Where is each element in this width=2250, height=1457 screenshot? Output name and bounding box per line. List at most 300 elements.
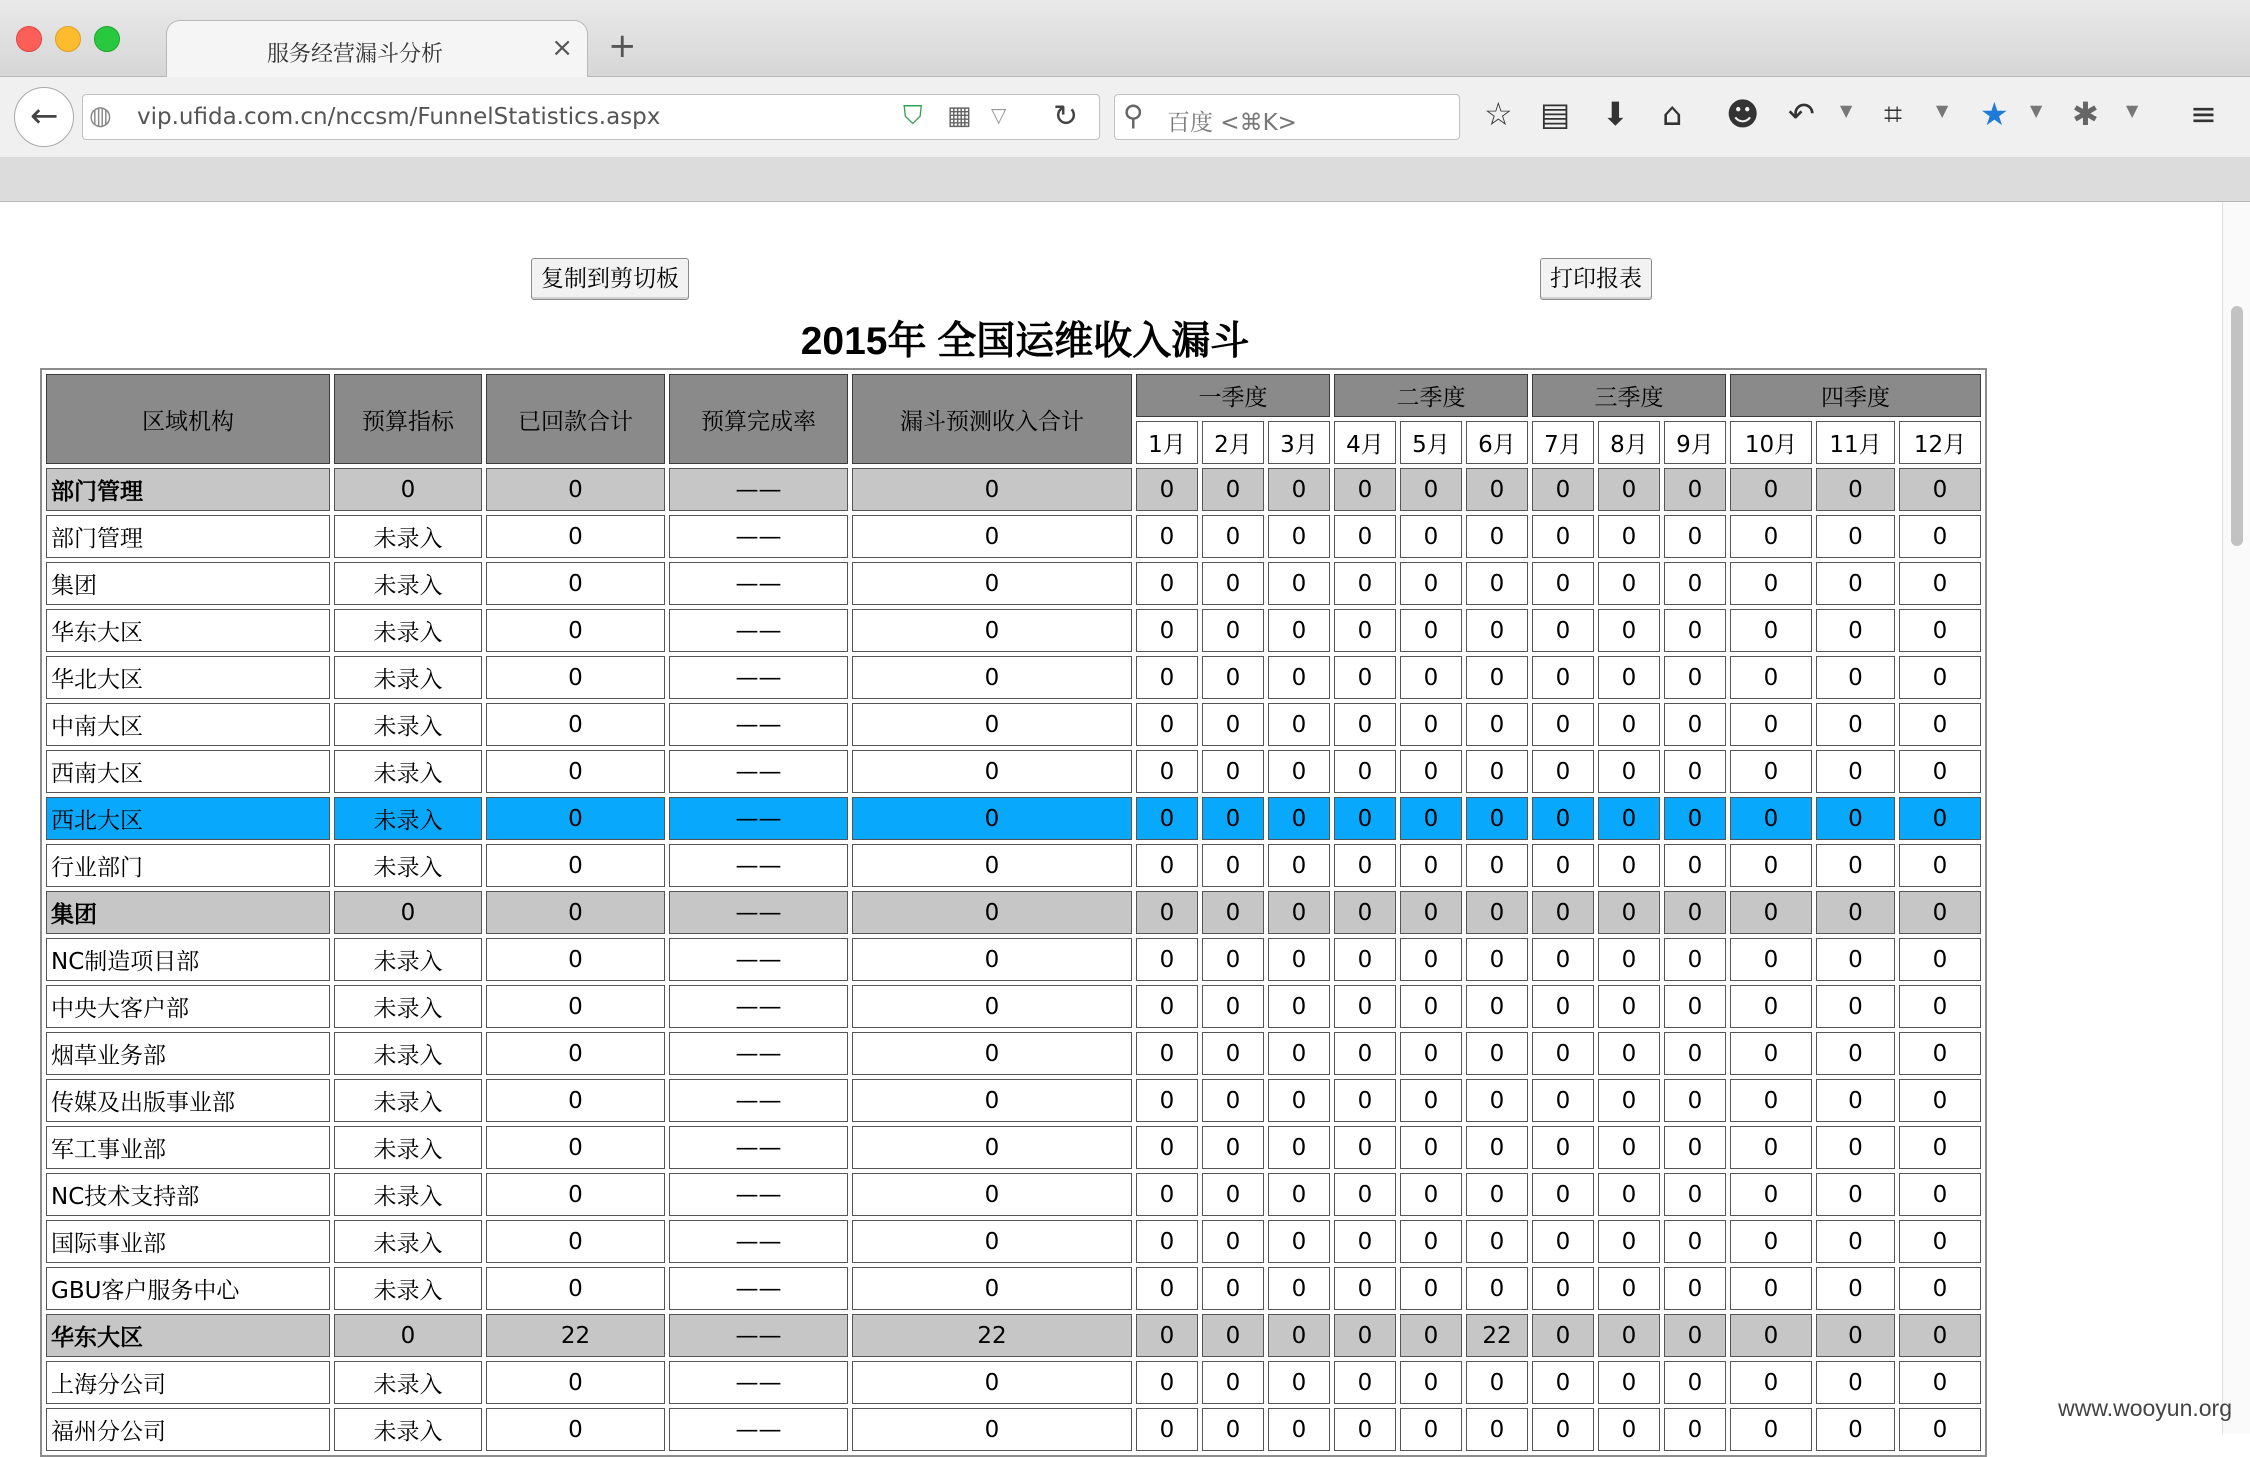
- cell-month: 0: [1268, 515, 1330, 558]
- menu-icon[interactable]: ≡: [2190, 95, 2217, 133]
- cell-budget: 未录入: [334, 1079, 482, 1122]
- cell-forecast: 0: [852, 985, 1132, 1028]
- cell-month: 0: [1816, 797, 1895, 840]
- cell-month: 0: [1268, 1408, 1330, 1451]
- cell-forecast: 0: [852, 938, 1132, 981]
- cell-month: 0: [1202, 938, 1264, 981]
- cell-month: 0: [1532, 703, 1594, 746]
- cell-rate: ——: [669, 844, 848, 887]
- shield-icon[interactable]: ⛉: [903, 101, 923, 131]
- cell-month: 0: [1899, 985, 1981, 1028]
- cell-month: 0: [1899, 1032, 1981, 1075]
- header-received: 已回款合计: [486, 374, 665, 464]
- header-month: 2月: [1202, 421, 1264, 464]
- window-titlebar: [0, 0, 2250, 77]
- close-icon[interactable]: ×: [551, 33, 573, 63]
- chevron-down-icon[interactable]: ▼: [2030, 101, 2043, 120]
- header-rate: 预算完成率: [669, 374, 848, 464]
- header-org: 区域机构: [46, 374, 330, 464]
- cell-month: 0: [1598, 656, 1660, 699]
- cell-month: 0: [1532, 844, 1594, 887]
- cell-budget: 未录入: [334, 703, 482, 746]
- cell-budget: 未录入: [334, 844, 482, 887]
- cell-month: 0: [1598, 797, 1660, 840]
- cell-month: 0: [1816, 985, 1895, 1028]
- cell-received: 0: [486, 1173, 665, 1216]
- cell-month: 0: [1664, 1173, 1726, 1216]
- cell-month: 0: [1730, 1173, 1812, 1216]
- report-title: 2015年 全国运维收入漏斗: [800, 320, 1250, 363]
- cell-month: 0: [1899, 938, 1981, 981]
- cell-month: 0: [1202, 891, 1264, 934]
- cell-month: 0: [1334, 468, 1396, 511]
- cell-forecast: 0: [852, 1408, 1132, 1451]
- cell-month: 0: [1202, 515, 1264, 558]
- cell-month: 0: [1268, 1314, 1330, 1357]
- cell-month: 0: [1532, 797, 1594, 840]
- cell-forecast: 0: [852, 1220, 1132, 1263]
- cell-month: 0: [1664, 1314, 1726, 1357]
- cell-month: 0: [1598, 750, 1660, 793]
- cell-month: 0: [1899, 468, 1981, 511]
- cell-month: 0: [1466, 985, 1528, 1028]
- cell-month: 0: [1334, 750, 1396, 793]
- cell-month: 0: [1466, 1126, 1528, 1169]
- cell-month: 0: [1899, 1267, 1981, 1310]
- cell-month: 0: [1400, 468, 1462, 511]
- cell-month: 0: [1136, 1173, 1198, 1216]
- cell-forecast: 0: [852, 1079, 1132, 1122]
- back-button[interactable]: [14, 87, 74, 147]
- cell-month: 0: [1136, 750, 1198, 793]
- cell-rate: ——: [669, 1267, 848, 1310]
- cell-forecast: 0: [852, 1267, 1132, 1310]
- cell-month: 0: [1466, 891, 1528, 934]
- cell-month: 0: [1730, 1220, 1812, 1263]
- chevron-down-icon[interactable]: ▽: [991, 103, 1007, 127]
- cell-month: 0: [1730, 797, 1812, 840]
- cell-org: 中央大客户部: [46, 985, 330, 1028]
- cell-month: 0: [1268, 1220, 1330, 1263]
- table-row[interactable]: [46, 562, 1981, 605]
- header-month: 4月: [1334, 421, 1396, 464]
- browser-tab[interactable]: [166, 20, 588, 78]
- cell-month: 0: [1816, 938, 1895, 981]
- zoom-window-button[interactable]: [94, 26, 120, 52]
- cell-org: 传媒及出版事业部: [46, 1079, 330, 1122]
- cell-month: 0: [1400, 1079, 1462, 1122]
- cell-month: 0: [1730, 1408, 1812, 1451]
- cell-month: 0: [1334, 515, 1396, 558]
- cell-forecast: 0: [852, 1032, 1132, 1075]
- cell-rate: ——: [669, 468, 848, 511]
- header-budget: 预算指标: [334, 374, 482, 464]
- qr-code-icon[interactable]: ▦: [947, 101, 972, 131]
- cell-budget: 未录入: [334, 797, 482, 840]
- cell-month: 0: [1202, 1314, 1264, 1357]
- cell-month: 0: [1466, 468, 1528, 511]
- table-row[interactable]: [46, 938, 1981, 981]
- cell-month: 0: [1899, 1079, 1981, 1122]
- cell-month: 0: [1532, 468, 1594, 511]
- cell-month: 0: [1466, 562, 1528, 605]
- cell-month: 0: [1532, 656, 1594, 699]
- cell-rate: ——: [669, 656, 848, 699]
- cell-month: 0: [1598, 1267, 1660, 1310]
- cell-month: 0: [1664, 1220, 1726, 1263]
- cell-month: 0: [1899, 1126, 1981, 1169]
- header-row: [46, 374, 1981, 417]
- cell-received: 0: [486, 750, 665, 793]
- address-bar[interactable]: [82, 94, 1100, 140]
- cell-month: 0: [1730, 1126, 1812, 1169]
- cell-rate: ——: [669, 1126, 848, 1169]
- reload-icon[interactable]: ↻: [1053, 99, 1079, 134]
- group-row[interactable]: [46, 1314, 1981, 1357]
- cell-month: 0: [1136, 797, 1198, 840]
- cell-rate: ——: [669, 1079, 848, 1122]
- cell-month: 0: [1334, 656, 1396, 699]
- header-month: 10月: [1730, 421, 1812, 464]
- cell-org: NC制造项目部: [46, 938, 330, 981]
- cell-rate: ——: [669, 515, 848, 558]
- group-row[interactable]: [46, 468, 1981, 511]
- cell-month: 0: [1466, 938, 1528, 981]
- table-row[interactable]: [46, 985, 1981, 1028]
- cell-month: 0: [1334, 562, 1396, 605]
- cell-month: 0: [1598, 938, 1660, 981]
- cell-month: 0: [1202, 750, 1264, 793]
- close-window-button[interactable]: [16, 26, 42, 52]
- cell-received: 0: [486, 656, 665, 699]
- cell-month: 0: [1466, 1267, 1528, 1310]
- cell-month: 0: [1466, 1220, 1528, 1263]
- cell-month: 0: [1664, 938, 1726, 981]
- cell-rate: ——: [669, 1361, 848, 1404]
- cell-month: 0: [1466, 515, 1528, 558]
- table-row[interactable]: [46, 797, 1981, 840]
- table-row[interactable]: [46, 609, 1981, 652]
- cell-rate: ——: [669, 1220, 848, 1263]
- chevron-down-icon[interactable]: ▼: [1936, 101, 1949, 120]
- table-row[interactable]: [46, 656, 1981, 699]
- cell-forecast: 0: [852, 750, 1132, 793]
- table-row[interactable]: [46, 1173, 1981, 1216]
- cell-month: 0: [1730, 844, 1812, 887]
- cell-month: 0: [1136, 985, 1198, 1028]
- new-tab-button[interactable]: +: [608, 26, 637, 66]
- header-month: 6月: [1466, 421, 1528, 464]
- cell-forecast: 0: [852, 468, 1132, 511]
- table-row[interactable]: [46, 1032, 1981, 1075]
- cell-month: 0: [1202, 797, 1264, 840]
- cell-budget: 未录入: [334, 656, 482, 699]
- cell-org: 福州分公司: [46, 1408, 330, 1451]
- cell-forecast: 0: [852, 1173, 1132, 1216]
- cell-month: 0: [1899, 797, 1981, 840]
- arrow-left-icon: ←: [30, 96, 59, 136]
- cell-month: 0: [1532, 891, 1594, 934]
- cell-month: 0: [1899, 1361, 1981, 1404]
- header-month: 9月: [1664, 421, 1726, 464]
- cell-forecast: 0: [852, 1126, 1132, 1169]
- cell-month: 0: [1268, 609, 1330, 652]
- cell-month: 0: [1268, 985, 1330, 1028]
- cell-month: 0: [1136, 609, 1198, 652]
- cell-received: 0: [486, 844, 665, 887]
- cell-month: 0: [1466, 750, 1528, 793]
- cell-month: 0: [1334, 1220, 1396, 1263]
- cell-budget: 未录入: [334, 938, 482, 981]
- cell-org: 华东大区: [46, 1314, 330, 1357]
- cell-month: 0: [1532, 1220, 1594, 1263]
- cell-received: 0: [486, 1079, 665, 1122]
- cell-forecast: 0: [852, 891, 1132, 934]
- table-row[interactable]: [46, 515, 1981, 558]
- favorites-star-icon[interactable]: ★: [1980, 95, 2009, 133]
- cell-month: 0: [1598, 703, 1660, 746]
- undo-icon[interactable]: ↶: [1788, 95, 1815, 133]
- cell-rate: ——: [669, 1314, 848, 1357]
- cell-budget: 未录入: [334, 750, 482, 793]
- cell-month: 0: [1598, 468, 1660, 511]
- download-icon[interactable]: ⬇: [1602, 95, 1629, 133]
- cell-received: 0: [486, 468, 665, 511]
- cell-month: 0: [1136, 703, 1198, 746]
- cell-month: 0: [1664, 1126, 1726, 1169]
- copy-to-clipboard-button[interactable]: 复制到剪切板: [531, 258, 689, 300]
- cell-org: 烟草业务部: [46, 1032, 330, 1075]
- cell-month: 0: [1202, 656, 1264, 699]
- table-row[interactable]: [46, 1408, 1981, 1451]
- cell-month: 0: [1730, 703, 1812, 746]
- header-quarter: 一季度: [1136, 374, 1330, 417]
- table-row[interactable]: [46, 1361, 1981, 1404]
- bookmarks-toolbar: [0, 157, 2250, 202]
- table-row[interactable]: [46, 1126, 1981, 1169]
- cell-month: 0: [1598, 1314, 1660, 1357]
- search-icon: ⚲: [1123, 99, 1144, 132]
- group-row[interactable]: [46, 891, 1981, 934]
- cell-month: 0: [1400, 844, 1462, 887]
- header-forecast: 漏斗预测收入合计: [852, 374, 1132, 464]
- cell-forecast: 0: [852, 797, 1132, 840]
- table-row[interactable]: [46, 1220, 1981, 1263]
- search-input[interactable]: 百度 <⌘K>: [1167, 110, 1297, 136]
- cell-month: 0: [1268, 1126, 1330, 1169]
- cell-budget: 未录入: [334, 515, 482, 558]
- cell-org: 部门管理: [46, 515, 330, 558]
- cell-month: 0: [1816, 468, 1895, 511]
- cell-month: 0: [1400, 985, 1462, 1028]
- cell-month: 0: [1334, 1032, 1396, 1075]
- cell-month: 0: [1664, 985, 1726, 1028]
- table-row[interactable]: [46, 703, 1981, 746]
- cell-month: 0: [1730, 562, 1812, 605]
- cell-month: 0: [1136, 1079, 1198, 1122]
- cell-month: 0: [1400, 609, 1462, 652]
- cell-month: 0: [1532, 1173, 1594, 1216]
- cell-month: 0: [1598, 985, 1660, 1028]
- header-quarter: 二季度: [1334, 374, 1528, 417]
- cell-month: 0: [1532, 1079, 1594, 1122]
- cell-month: 0: [1334, 1361, 1396, 1404]
- header-quarter: 三季度: [1532, 374, 1726, 417]
- cell-month: 0: [1899, 891, 1981, 934]
- cell-org: 行业部门: [46, 844, 330, 887]
- cell-rate: ——: [669, 1408, 848, 1451]
- cell-month: 0: [1664, 1408, 1726, 1451]
- table-row[interactable]: [46, 1079, 1981, 1122]
- home-icon[interactable]: ⌂: [1662, 95, 1683, 133]
- cell-month: 0: [1400, 562, 1462, 605]
- cell-received: 0: [486, 1361, 665, 1404]
- cell-month: 0: [1899, 750, 1981, 793]
- cell-month: 0: [1899, 1408, 1981, 1451]
- crop-icon[interactable]: ⌗: [1884, 95, 1903, 133]
- cell-month: 0: [1268, 1267, 1330, 1310]
- chevron-down-icon[interactable]: ▼: [1840, 101, 1853, 120]
- print-report-button[interactable]: 打印报表: [1540, 258, 1652, 300]
- cell-month: 0: [1598, 891, 1660, 934]
- cell-month: 0: [1202, 1408, 1264, 1451]
- cell-month: 0: [1202, 609, 1264, 652]
- cell-month: 0: [1334, 1408, 1396, 1451]
- cell-month: 0: [1466, 703, 1528, 746]
- cell-received: 0: [486, 985, 665, 1028]
- scrollbar[interactable]: [2222, 202, 2250, 1434]
- cell-month: 0: [1466, 797, 1528, 840]
- cell-month: 0: [1664, 609, 1726, 652]
- cell-received: 0: [486, 562, 665, 605]
- table-row[interactable]: [46, 844, 1981, 887]
- cell-month: 0: [1466, 656, 1528, 699]
- cell-month: 0: [1268, 750, 1330, 793]
- cell-month: 0: [1334, 609, 1396, 652]
- cell-month: 0: [1400, 750, 1462, 793]
- cell-budget: 未录入: [334, 985, 482, 1028]
- cell-month: 0: [1268, 891, 1330, 934]
- table-row[interactable]: [46, 1267, 1981, 1310]
- table-row[interactable]: [46, 750, 1981, 793]
- header-month: 8月: [1598, 421, 1660, 464]
- cell-month: 0: [1202, 468, 1264, 511]
- cell-month: 0: [1532, 985, 1594, 1028]
- cell-month: 0: [1899, 1173, 1981, 1216]
- cell-month: 0: [1532, 1032, 1594, 1075]
- cell-month: 0: [1202, 562, 1264, 605]
- cell-org: GBU客户服务中心: [46, 1267, 330, 1310]
- cell-budget: 未录入: [334, 1126, 482, 1169]
- cell-month: 0: [1466, 844, 1528, 887]
- cell-month: 0: [1730, 891, 1812, 934]
- cell-month: 0: [1532, 1126, 1594, 1169]
- cell-month: 0: [1136, 1267, 1198, 1310]
- cell-month: 0: [1816, 703, 1895, 746]
- cell-org: NC技术支持部: [46, 1173, 330, 1216]
- cell-rate: ——: [669, 891, 848, 934]
- cell-budget: 0: [334, 891, 482, 934]
- cell-month: 0: [1334, 1314, 1396, 1357]
- cell-rate: ——: [669, 750, 848, 793]
- reading-list-icon[interactable]: ▤: [1540, 95, 1571, 133]
- cell-received: 0: [486, 797, 665, 840]
- cell-month: 0: [1202, 1220, 1264, 1263]
- cell-forecast: 0: [852, 609, 1132, 652]
- cell-month: 0: [1598, 1173, 1660, 1216]
- cell-budget: 未录入: [334, 1220, 482, 1263]
- cell-month: 0: [1334, 703, 1396, 746]
- cell-org: 西北大区: [46, 797, 330, 840]
- cell-month: 0: [1334, 938, 1396, 981]
- cell-month: 0: [1136, 656, 1198, 699]
- cell-month: 0: [1899, 656, 1981, 699]
- cell-month: 0: [1899, 844, 1981, 887]
- chevron-down-icon[interactable]: ▼: [2126, 101, 2139, 120]
- search-bar[interactable]: [1114, 94, 1460, 140]
- cell-month: 0: [1899, 515, 1981, 558]
- cell-month: 0: [1202, 1032, 1264, 1075]
- cell-month: 0: [1899, 562, 1981, 605]
- cell-month: 0: [1730, 938, 1812, 981]
- scrollbar-thumb[interactable]: [2231, 306, 2243, 546]
- cell-month: 0: [1136, 1361, 1198, 1404]
- cell-rate: ——: [669, 703, 848, 746]
- cell-forecast: 0: [852, 844, 1132, 887]
- cell-month: 0: [1664, 1079, 1726, 1122]
- extension-icon[interactable]: ✱: [2072, 95, 2099, 133]
- cell-month: 0: [1598, 1032, 1660, 1075]
- cell-month: 0: [1136, 562, 1198, 605]
- cell-budget: 未录入: [334, 1173, 482, 1216]
- cell-month: 0: [1268, 1032, 1330, 1075]
- cell-budget: 未录入: [334, 1408, 482, 1451]
- cell-org: 中南大区: [46, 703, 330, 746]
- cell-rate: ——: [669, 985, 848, 1028]
- cell-month: 0: [1466, 1408, 1528, 1451]
- bookmark-star-icon[interactable]: ☆: [1484, 95, 1513, 133]
- cell-month: 0: [1899, 1314, 1981, 1357]
- cell-month: 0: [1598, 609, 1660, 652]
- header-month: 3月: [1268, 421, 1330, 464]
- cell-month: 0: [1400, 938, 1462, 981]
- cell-rate: ——: [669, 797, 848, 840]
- cell-month: 0: [1334, 1126, 1396, 1169]
- cell-org: 西南大区: [46, 750, 330, 793]
- cell-month: 0: [1664, 1032, 1726, 1075]
- cell-org: 军工事业部: [46, 1126, 330, 1169]
- cell-month: 0: [1598, 1361, 1660, 1404]
- header-month: 1月: [1136, 421, 1198, 464]
- cell-month: 0: [1268, 938, 1330, 981]
- cell-month: 0: [1730, 985, 1812, 1028]
- url-text[interactable]: vip.ufida.com.cn/nccsm/FunnelStatistics.aspx: [137, 104, 661, 130]
- navigation-toolbar: [0, 77, 2250, 157]
- funnel-table-body: [46, 468, 1981, 1451]
- cell-month: 0: [1400, 1314, 1462, 1357]
- cell-month: 0: [1664, 1267, 1726, 1310]
- cell-month: 0: [1899, 703, 1981, 746]
- cell-month: 0: [1466, 1032, 1528, 1075]
- cell-received: 0: [486, 515, 665, 558]
- cell-month: 0: [1664, 515, 1726, 558]
- cell-month: 0: [1816, 1314, 1895, 1357]
- cell-month: 0: [1268, 1079, 1330, 1122]
- cell-budget: 未录入: [334, 609, 482, 652]
- cell-month: 0: [1598, 1220, 1660, 1263]
- minimize-window-button[interactable]: [55, 26, 81, 52]
- chat-icon[interactable]: ☻: [1726, 95, 1760, 133]
